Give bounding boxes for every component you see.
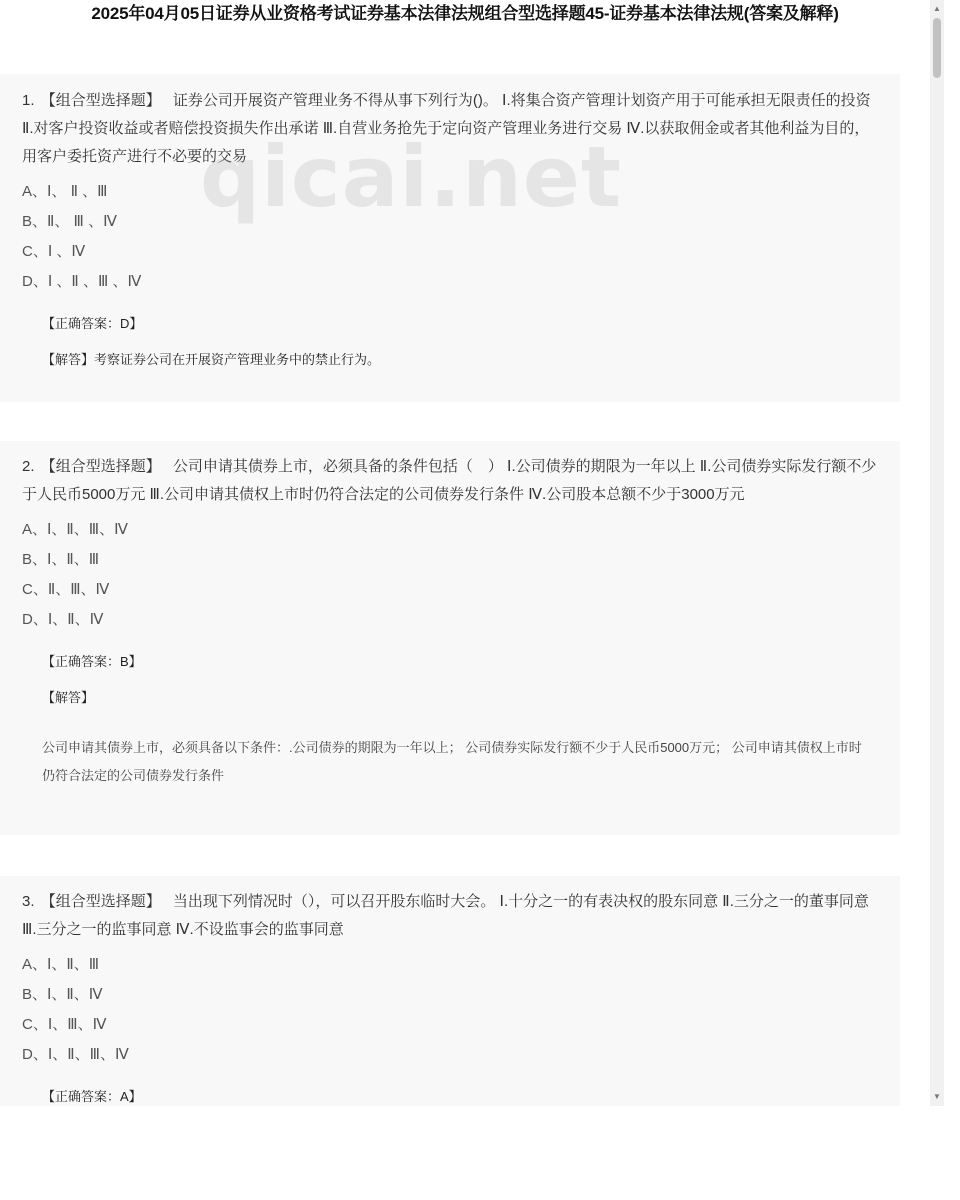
question-text: 公司申请其债券上市，必须具备的条件包括（ ） Ⅰ.公司债券的期限为一年以上 Ⅱ.公司债券实际发行额不少于人民币5000万元 Ⅲ.公司申请其债权上市时仍符合法定的公司债券发行条件 Ⅳ.公司股本总额不少于3000万元 — [22, 458, 877, 503]
question-card — [0, 876, 900, 1106]
option-d[interactable]: D、Ⅰ、Ⅱ、Ⅲ、Ⅳ — [22, 1046, 129, 1063]
option-d[interactable]: D、Ⅰ、Ⅱ、Ⅳ — [22, 611, 104, 628]
question-number: 3. — [22, 893, 35, 910]
scroll-up-icon[interactable]: ▲ — [933, 4, 941, 13]
analysis-label: 【解答】考察证券公司在开展资产管理业务中的禁止行为。 — [42, 352, 381, 367]
option-b[interactable]: B、Ⅱ、 Ⅲ 、Ⅳ — [22, 213, 117, 230]
question-text: 证券公司开展资产管理业务不得从事下列行为()。 Ⅰ.将集合资产管理计划资产用于可能承担无限责任的投资 Ⅱ.对客户投资收益或者赔偿投资损失作出承诺 Ⅲ.自营业务抢先于定向资产管理业务进行交易 Ⅳ.以获取佣金或者其他利益为目的，用客户委托资产进行不必要的交易 — [22, 92, 871, 165]
question-stem — [22, 441, 878, 509]
scrollbar-thumb[interactable] — [933, 18, 941, 78]
vertical-scrollbar[interactable] — [930, 0, 944, 1106]
page-title: 2025年04月05日证券从业资格考试证券基本法律法规组合型选择题45-证券基本法律法规(答案及解释) — [91, 4, 839, 23]
option-d[interactable]: D、Ⅰ 、Ⅱ 、Ⅲ 、Ⅳ — [22, 273, 142, 290]
options-list — [22, 950, 878, 1070]
options-list — [22, 177, 878, 297]
correct-answer: 【正确答案：B】 — [42, 654, 142, 669]
option-b[interactable]: B、Ⅰ、Ⅱ、Ⅳ — [22, 986, 103, 1003]
question-number: 1. — [22, 92, 35, 109]
option-a[interactable]: A、Ⅰ、Ⅱ、Ⅲ、Ⅳ — [22, 521, 128, 538]
question-stem — [22, 876, 878, 944]
option-c[interactable]: C、Ⅰ 、Ⅳ — [22, 243, 86, 260]
question-card — [0, 441, 900, 835]
question-type-tag: 【组合型选择题】 — [40, 458, 161, 475]
question-stem — [22, 74, 878, 171]
correct-answer: 【正确答案：D】 — [42, 316, 143, 331]
option-a[interactable]: A、Ⅰ、Ⅱ、Ⅲ — [22, 956, 100, 973]
option-a[interactable]: A、Ⅰ、 Ⅱ 、Ⅲ — [22, 183, 108, 200]
option-b[interactable]: B、Ⅰ、Ⅱ、Ⅲ — [22, 551, 100, 568]
question-type-tag: 【组合型选择题】 — [40, 92, 161, 109]
question-text: 当出现下列情况时（），可以召开股东临时大会。 Ⅰ.十分之一的有表决权的股东同意 Ⅱ.三分之一的董事同意 Ⅲ.三分之一的监事同意 Ⅳ.不设监事会的监事同意 — [22, 893, 869, 938]
watermark-text: qicai.net — [200, 128, 623, 226]
option-c[interactable]: C、Ⅱ、Ⅲ、Ⅳ — [22, 581, 110, 598]
options-list — [22, 515, 878, 635]
question-card — [0, 74, 900, 402]
question-type-tag: 【组合型选择题】 — [40, 893, 161, 910]
correct-answer: 【正确答案：A】 — [42, 1089, 142, 1104]
analysis-text: 公司申请其债券上市，必须具备以下条件：.公司债券的期限为一年以上； 公司债券实际发行额不少于人民币5000万元； 公司申请其债权上市时仍符合法定的公司债券发行条件 — [42, 740, 862, 783]
question-number: 2. — [22, 458, 35, 475]
analysis-label: 【解答】 — [42, 690, 95, 705]
scroll-down-icon[interactable]: ▼ — [933, 1092, 941, 1101]
option-c[interactable]: C、Ⅰ、Ⅲ、Ⅳ — [22, 1016, 107, 1033]
